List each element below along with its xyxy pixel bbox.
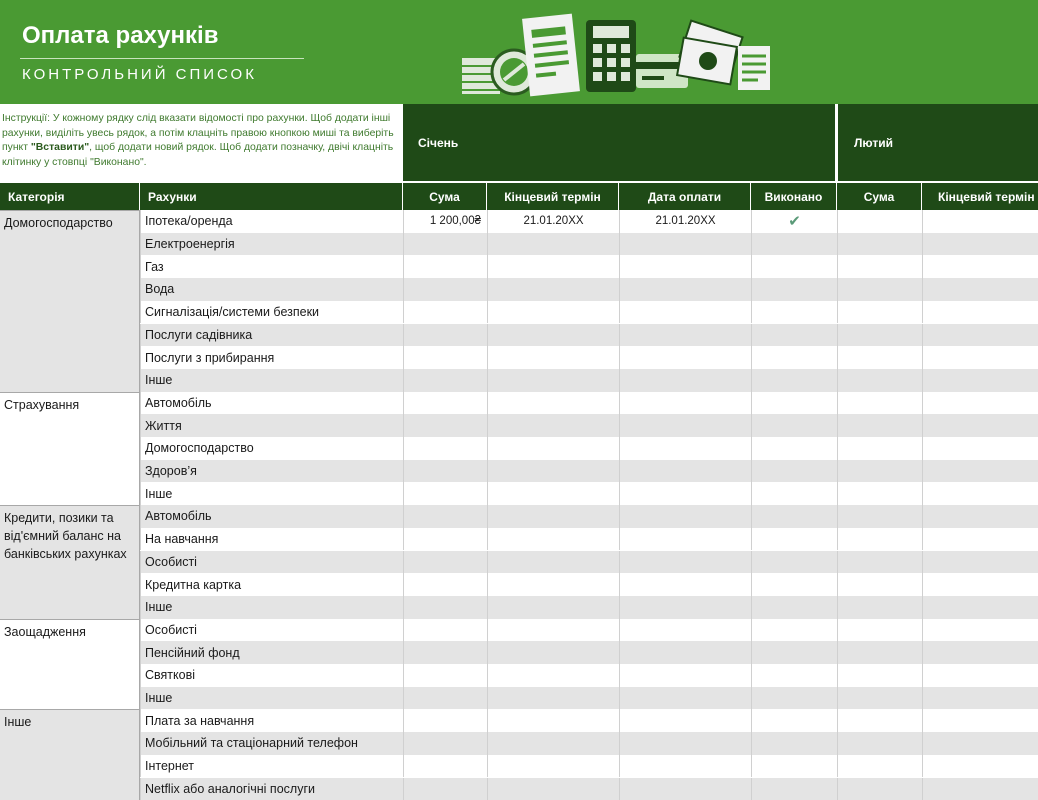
payment-date-cell[interactable]: [619, 619, 751, 642]
due-date-cell[interactable]: [487, 278, 619, 301]
amount-cell[interactable]: [403, 528, 487, 551]
account-cell[interactable]: Кредитна картка: [140, 573, 403, 596]
done-cell[interactable]: [751, 573, 837, 596]
done-cell[interactable]: [751, 664, 837, 687]
amount-feb-cell[interactable]: [837, 641, 922, 664]
amount-cell[interactable]: [403, 346, 487, 369]
amount-cell[interactable]: [403, 392, 487, 415]
done-cell[interactable]: [751, 778, 837, 800]
due-date-feb-cell[interactable]: [922, 528, 1038, 551]
table-row: [0, 573, 1038, 596]
amount-cell[interactable]: [403, 255, 487, 278]
account-cell[interactable]: Інше: [140, 482, 403, 505]
due-date-feb-cell[interactable]: [922, 755, 1038, 778]
account-cell[interactable]: Інше: [140, 369, 403, 392]
due-date-cell[interactable]: [487, 641, 619, 664]
account-cell[interactable]: Інтернет: [140, 755, 403, 778]
amount-feb-cell[interactable]: [837, 460, 922, 483]
amount-feb-cell[interactable]: [837, 732, 922, 755]
done-cell[interactable]: [751, 392, 837, 415]
done-cell[interactable]: [751, 437, 837, 460]
amount-cell[interactable]: [403, 664, 487, 687]
table-row: [0, 392, 1038, 415]
amount-feb-cell[interactable]: [837, 278, 922, 301]
done-cell[interactable]: [751, 460, 837, 483]
amount-feb-cell[interactable]: [837, 369, 922, 392]
coins-icon: [462, 50, 536, 94]
banknotes-icon: [677, 21, 770, 90]
payment-date-cell[interactable]: [619, 505, 751, 528]
table-row: [0, 324, 1038, 347]
amount-cell[interactable]: [403, 369, 487, 392]
due-date-cell[interactable]: [487, 460, 619, 483]
amount-feb-cell[interactable]: [837, 210, 922, 233]
account-cell[interactable]: Життя: [140, 414, 403, 437]
amount-cell[interactable]: [403, 709, 487, 732]
account-cell[interactable]: Святкові: [140, 664, 403, 687]
account-cell[interactable]: Netflix або аналогічні послуги: [140, 778, 403, 800]
amount-feb-cell[interactable]: [837, 551, 922, 574]
done-cell[interactable]: [751, 369, 837, 392]
done-cell[interactable]: [751, 278, 837, 301]
payment-date-cell[interactable]: [619, 482, 751, 505]
title-divider: [20, 58, 304, 59]
done-cell[interactable]: [751, 732, 837, 755]
due-date-feb-cell[interactable]: [922, 482, 1038, 505]
due-date-feb-cell[interactable]: [922, 324, 1038, 347]
page-title: Оплата рахунків: [22, 22, 219, 49]
table-row: [0, 778, 1038, 800]
column-header-accounts[interactable]: Рахунки: [140, 183, 403, 210]
payment-date-cell[interactable]: [619, 460, 751, 483]
amount-cell[interactable]: [403, 687, 487, 710]
amount-feb-cell[interactable]: [837, 233, 922, 256]
payment-date-cell[interactable]: [619, 278, 751, 301]
account-cell[interactable]: Послуги з прибирання: [140, 346, 403, 369]
due-date-cell[interactable]: [487, 551, 619, 574]
amount-cell[interactable]: 1 200,00₴: [403, 210, 487, 233]
amount-feb-cell[interactable]: [837, 505, 922, 528]
payment-date-cell[interactable]: [619, 551, 751, 574]
table-row: [0, 278, 1038, 301]
due-date-feb-cell[interactable]: [922, 414, 1038, 437]
account-cell[interactable]: Здоров’я: [140, 460, 403, 483]
payment-date-cell[interactable]: [619, 301, 751, 324]
payment-date-cell[interactable]: [619, 596, 751, 619]
amount-cell[interactable]: [403, 278, 487, 301]
done-cell[interactable]: [751, 709, 837, 732]
due-date-feb-cell[interactable]: [922, 619, 1038, 642]
due-date-cell[interactable]: [487, 732, 619, 755]
payment-date-cell[interactable]: [619, 324, 751, 347]
due-date-cell[interactable]: [487, 505, 619, 528]
due-date-cell[interactable]: [487, 346, 619, 369]
column-header-amount[interactable]: Сума: [403, 183, 487, 210]
instructions-text: Інструкції: У кожному рядку слід вказати відомості про рахунки. Щоб додати інші рахунки, виділіть увесь рядок, а потім клацніть правою кнопкою миші та виберіть пункт "Вставити", щоб додати новий рядок. Щоб додати позначку, двічі клацніть клітинку у стовпці "Виконано".: [2, 113, 394, 168]
month-header-january[interactable]: Січень: [403, 104, 837, 181]
amount-feb-cell[interactable]: [837, 346, 922, 369]
table-row: [0, 414, 1038, 437]
month-header-row: [403, 104, 1038, 181]
due-date-feb-cell[interactable]: [922, 460, 1038, 483]
account-cell[interactable]: Інше: [140, 687, 403, 710]
payment-date-cell[interactable]: [619, 233, 751, 256]
amount-cell[interactable]: [403, 732, 487, 755]
amount-feb-cell[interactable]: [837, 301, 922, 324]
amount-feb-cell[interactable]: [837, 324, 922, 347]
table-row: [0, 755, 1038, 778]
done-cell[interactable]: [751, 505, 837, 528]
done-cell[interactable]: [751, 233, 837, 256]
column-header-payment-date[interactable]: Дата оплати: [619, 183, 751, 210]
amount-feb-cell[interactable]: [837, 414, 922, 437]
amount-feb-cell[interactable]: [837, 255, 922, 278]
payment-date-cell[interactable]: [619, 346, 751, 369]
table-row: [0, 732, 1038, 755]
table-row: [0, 369, 1038, 392]
amount-feb-cell[interactable]: [837, 619, 922, 642]
account-cell[interactable]: Мобільний та стаціонарний телефон: [140, 732, 403, 755]
amount-cell[interactable]: [403, 755, 487, 778]
table-row: [0, 437, 1038, 460]
column-header-amount-feb[interactable]: Сума: [837, 183, 922, 210]
amount-cell[interactable]: [403, 414, 487, 437]
payment-date-cell[interactable]: [619, 709, 751, 732]
due-date-cell[interactable]: [487, 233, 619, 256]
due-date-feb-cell[interactable]: [922, 369, 1038, 392]
table-row: [0, 482, 1038, 505]
category-cell[interactable]: Домогосподарство: [0, 210, 139, 392]
table-row: [0, 619, 1038, 642]
account-cell[interactable]: Плата за навчання: [140, 709, 403, 732]
due-date-feb-cell[interactable]: [922, 641, 1038, 664]
due-date-feb-cell[interactable]: [922, 255, 1038, 278]
column-header-row: [0, 183, 1038, 210]
header-banner: [0, 0, 1038, 104]
column-header-due-date-feb[interactable]: Кінцевий термін: [922, 183, 1038, 210]
bills-illustration: [458, 6, 778, 102]
category-cell[interactable]: Страхування: [0, 392, 139, 506]
account-cell[interactable]: Особисті: [140, 619, 403, 642]
due-date-feb-cell[interactable]: [922, 278, 1038, 301]
account-cell[interactable]: На навчання: [140, 528, 403, 551]
account-cell[interactable]: Електроенергія: [140, 233, 403, 256]
table-row: [0, 687, 1038, 710]
account-cell[interactable]: Іпотека/оренда: [140, 210, 403, 233]
table-row: [0, 528, 1038, 551]
due-date-cell[interactable]: [487, 778, 619, 800]
payment-date-cell[interactable]: [619, 687, 751, 710]
amount-feb-cell[interactable]: [837, 709, 922, 732]
table-row: [0, 505, 1038, 528]
done-cell[interactable]: [751, 641, 837, 664]
amount-feb-cell[interactable]: [837, 596, 922, 619]
due-date-cell[interactable]: [487, 573, 619, 596]
amount-cell[interactable]: [403, 551, 487, 574]
due-date-cell[interactable]: [487, 687, 619, 710]
table-row: [0, 255, 1038, 278]
account-cell[interactable]: Особисті: [140, 551, 403, 574]
due-date-cell[interactable]: [487, 528, 619, 551]
due-date-cell[interactable]: [487, 596, 619, 619]
payment-date-cell[interactable]: [619, 392, 751, 415]
done-cell[interactable]: [751, 551, 837, 574]
account-cell[interactable]: Послуги садівника: [140, 324, 403, 347]
table-row: [0, 210, 1038, 233]
table-row: [0, 346, 1038, 369]
amount-cell[interactable]: [403, 573, 487, 596]
due-date-cell[interactable]: [487, 301, 619, 324]
due-date-cell[interactable]: [487, 414, 619, 437]
amount-feb-cell[interactable]: [837, 778, 922, 800]
amount-cell[interactable]: [403, 641, 487, 664]
due-date-cell[interactable]: 21.01.20XX: [487, 210, 619, 233]
insert-command-label: "Вставити": [30, 142, 90, 154]
payment-date-cell[interactable]: [619, 437, 751, 460]
due-date-cell[interactable]: [487, 482, 619, 505]
amount-cell[interactable]: [403, 437, 487, 460]
amount-cell[interactable]: [403, 596, 487, 619]
payment-date-cell[interactable]: [619, 573, 751, 596]
due-date-feb-cell[interactable]: [922, 210, 1038, 233]
column-header-due-date[interactable]: Кінцевий термін: [487, 183, 619, 210]
done-cell[interactable]: [751, 482, 837, 505]
payment-date-cell[interactable]: 21.01.20XX: [619, 210, 751, 233]
table-row: [0, 664, 1038, 687]
done-cell[interactable]: [751, 596, 837, 619]
due-date-cell[interactable]: [487, 324, 619, 347]
due-date-cell[interactable]: [487, 709, 619, 732]
account-cell[interactable]: Вода: [140, 278, 403, 301]
done-cell[interactable]: [751, 755, 837, 778]
table-row: [0, 641, 1038, 664]
account-cell[interactable]: Домогосподарство: [140, 437, 403, 460]
amount-feb-cell[interactable]: [837, 755, 922, 778]
payment-date-cell[interactable]: [619, 414, 751, 437]
category-cell[interactable]: Заощадження: [0, 619, 139, 710]
due-date-feb-cell[interactable]: [922, 778, 1038, 800]
due-date-feb-cell[interactable]: [922, 596, 1038, 619]
due-date-feb-cell[interactable]: [922, 392, 1038, 415]
due-date-cell[interactable]: [487, 755, 619, 778]
category-cell[interactable]: Інше: [0, 709, 139, 800]
amount-feb-cell[interactable]: [837, 687, 922, 710]
month-header-february[interactable]: Лютий: [838, 104, 1038, 181]
column-header-done[interactable]: Виконано: [751, 183, 837, 210]
table-row: [0, 301, 1038, 324]
account-cell[interactable]: Автомобіль: [140, 392, 403, 415]
payment-date-cell[interactable]: [619, 778, 751, 800]
done-cell[interactable]: [751, 301, 837, 324]
due-date-feb-cell[interactable]: [922, 732, 1038, 755]
table-row: [0, 551, 1038, 574]
amount-cell[interactable]: [403, 460, 487, 483]
account-cell[interactable]: Газ: [140, 255, 403, 278]
due-date-cell[interactable]: [487, 392, 619, 415]
amount-feb-cell[interactable]: [837, 392, 922, 415]
done-cell[interactable]: [751, 324, 837, 347]
account-cell[interactable]: Пенсійний фонд: [140, 641, 403, 664]
account-cell[interactable]: Інше: [140, 596, 403, 619]
due-date-feb-cell[interactable]: [922, 551, 1038, 574]
calculator-icon: [586, 20, 636, 92]
table-row: [0, 596, 1038, 619]
payment-date-cell[interactable]: [619, 369, 751, 392]
table-row: [0, 233, 1038, 256]
amount-cell[interactable]: [403, 505, 487, 528]
done-cell[interactable]: [751, 528, 837, 551]
due-date-cell[interactable]: [487, 369, 619, 392]
due-date-feb-cell[interactable]: [922, 687, 1038, 710]
check-mark-icon[interactable]: ✔: [751, 210, 837, 233]
payment-date-cell[interactable]: [619, 732, 751, 755]
amount-cell[interactable]: [403, 482, 487, 505]
column-header-category[interactable]: Категорія: [0, 183, 140, 210]
done-cell[interactable]: [751, 687, 837, 710]
payment-date-cell[interactable]: [619, 255, 751, 278]
amount-cell[interactable]: [403, 301, 487, 324]
table-row: [0, 709, 1038, 732]
amount-cell[interactable]: [403, 324, 487, 347]
amount-feb-cell[interactable]: [837, 482, 922, 505]
table-row: [0, 460, 1038, 483]
amount-cell[interactable]: [403, 778, 487, 800]
account-cell[interactable]: Сигналізація/системи безпеки: [140, 301, 403, 324]
amount-cell[interactable]: [403, 619, 487, 642]
due-date-cell[interactable]: [487, 437, 619, 460]
category-divider: [139, 210, 140, 800]
due-date-feb-cell[interactable]: [922, 505, 1038, 528]
done-cell[interactable]: [751, 346, 837, 369]
category-cell[interactable]: Кредити, позики та від'ємний баланс на банківських рахунках: [0, 505, 139, 619]
amount-feb-cell[interactable]: [837, 573, 922, 596]
due-date-cell[interactable]: [487, 255, 619, 278]
done-cell[interactable]: [751, 255, 837, 278]
payment-date-cell[interactable]: [619, 664, 751, 687]
done-cell[interactable]: [751, 619, 837, 642]
due-date-feb-cell[interactable]: [922, 437, 1038, 460]
amount-feb-cell[interactable]: [837, 437, 922, 460]
due-date-feb-cell[interactable]: [922, 664, 1038, 687]
due-date-feb-cell[interactable]: [922, 346, 1038, 369]
account-cell[interactable]: Автомобіль: [140, 505, 403, 528]
payment-date-cell[interactable]: [619, 755, 751, 778]
due-date-feb-cell[interactable]: [922, 573, 1038, 596]
amount-cell[interactable]: [403, 233, 487, 256]
amount-feb-cell[interactable]: [837, 664, 922, 687]
due-date-cell[interactable]: [487, 619, 619, 642]
due-date-feb-cell[interactable]: [922, 709, 1038, 732]
page-subtitle: КОНТРОЛЬНИЙ СПИСОК: [22, 66, 257, 83]
due-date-cell[interactable]: [487, 664, 619, 687]
document-icon: [522, 14, 580, 97]
payment-date-cell[interactable]: [619, 528, 751, 551]
payment-date-cell[interactable]: [619, 641, 751, 664]
amount-feb-cell[interactable]: [837, 528, 922, 551]
done-cell[interactable]: [751, 414, 837, 437]
due-date-feb-cell[interactable]: [922, 301, 1038, 324]
due-date-feb-cell[interactable]: [922, 233, 1038, 256]
